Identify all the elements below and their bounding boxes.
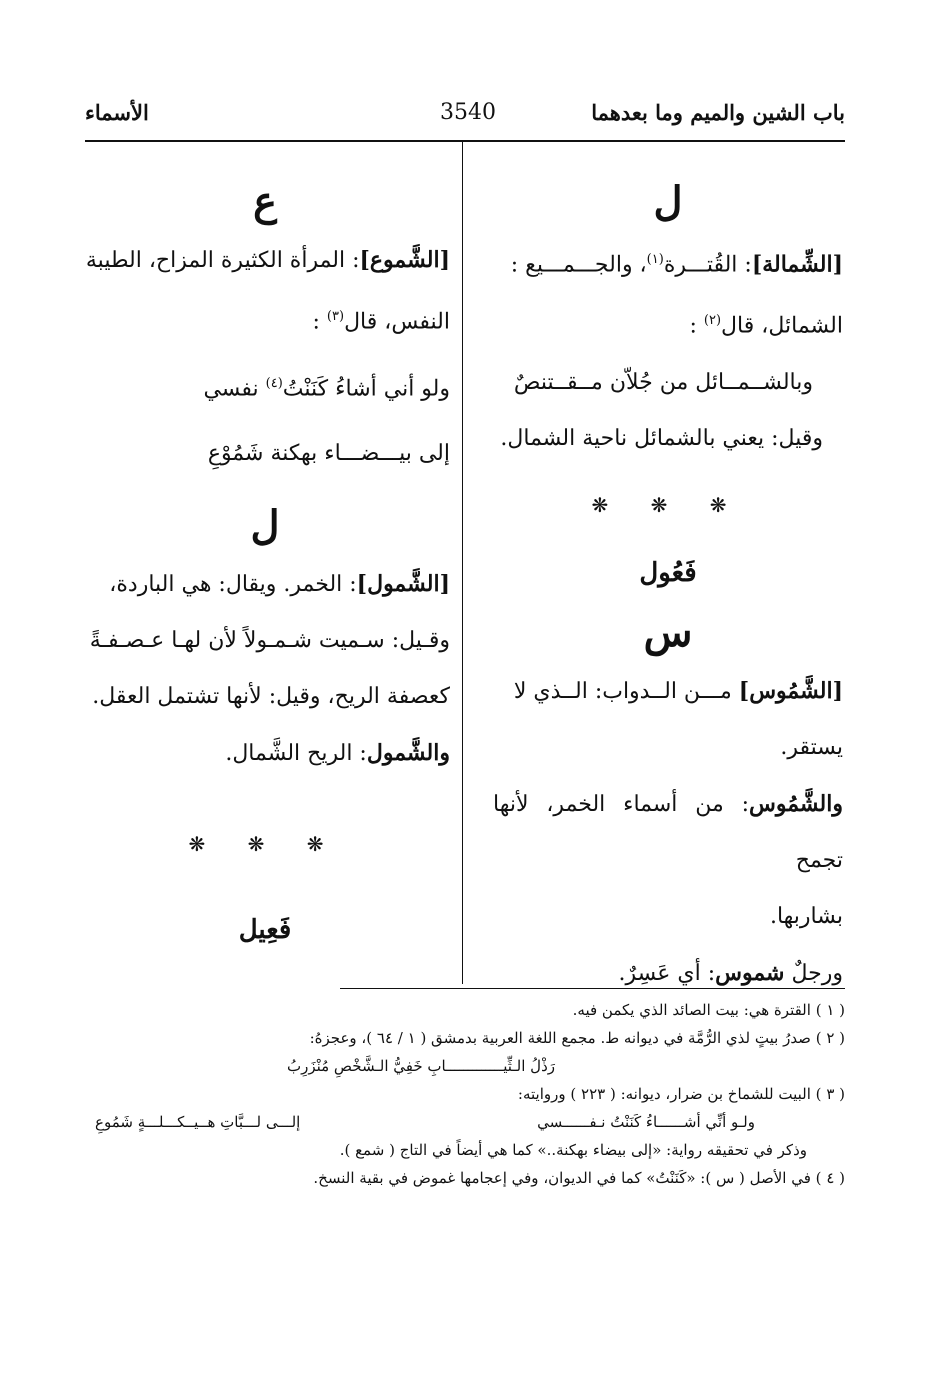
entry-text: : من أسماء الخمر، لأنها تجمح bbox=[493, 791, 843, 873]
entry-text: : الخمر. ويقال: هي الباردة، bbox=[109, 571, 357, 597]
headword: [الشَّمول] bbox=[356, 570, 450, 597]
verse-hemistich: ولـو أنِّي أشــــــاءُ كَنَنْتُ نـفــــــسي bbox=[537, 1113, 755, 1131]
entry-text: : المرأة الكثيرة المزاح، الطيبة bbox=[85, 248, 360, 273]
entry-shamus bbox=[493, 663, 843, 776]
footnote-3-verse bbox=[85, 1108, 845, 1136]
page-header bbox=[85, 100, 845, 136]
verse-line: إلى بيـــضـــاء بهكنة شَمُوْعِ bbox=[207, 440, 450, 466]
punct: : bbox=[312, 309, 327, 335]
entry-shamu bbox=[80, 232, 450, 350]
verse-text: نفسي bbox=[203, 376, 266, 402]
footnote-rule bbox=[340, 988, 845, 989]
column-divider bbox=[462, 142, 463, 984]
page-number: 3540 bbox=[440, 100, 496, 125]
headword: والشَّمُوس bbox=[748, 790, 843, 817]
entry-shamul bbox=[80, 556, 450, 725]
headword: والشَّمول bbox=[366, 739, 450, 766]
footnote-2-verse: رَذْلُ الـثِّيـــــــــــــابِ خَفِيُّ الـشَّخْصِ مُنْزَرِبُ bbox=[286, 1057, 555, 1075]
footnote-2: ( ٢ ) صدرُ بيتٍ لذي الرُّمَّة في ديوانه ط. مجمع اللغة العربية بدمشق ( ١ / ٦٤ )، وعجزهُ: bbox=[309, 1029, 845, 1047]
entry-shamus-wine bbox=[493, 776, 843, 945]
section-separator: ❋ ❋ ❋ bbox=[591, 492, 745, 517]
entry-text: ، والجـــمـــيع : bbox=[510, 252, 647, 278]
footnote-3: ( ٣ ) البيت للشماخ بن ضرار، ديوانه: ( ٢٢٣ ) وروايته: bbox=[517, 1085, 845, 1103]
footnotes bbox=[85, 996, 845, 1192]
entry-text: يستقر. bbox=[780, 734, 843, 760]
entry-text: : أي عَسِرٌ. bbox=[618, 960, 716, 986]
chapter-title: باب الشين والميم وما بعدهما bbox=[591, 100, 845, 125]
headword: شموس bbox=[715, 959, 785, 986]
entry-text: كعصفة الريح، وقيل: لأنها تشتمل العقل. bbox=[92, 683, 450, 709]
section-separator: ❋ ❋ ❋ bbox=[188, 831, 342, 856]
section-title: الأسماء bbox=[85, 100, 149, 125]
letter-heading: ل bbox=[250, 501, 280, 549]
entry-text: مـــن الــدواب: الــذي لا bbox=[513, 678, 739, 704]
verse-hemistich: إلـــى لـــبَّاتِ هــيــكـــلـــةٍ شَمُوعِ bbox=[95, 1113, 301, 1131]
entry-rajul-shamus bbox=[493, 945, 843, 1002]
letter-heading: ل bbox=[653, 178, 683, 225]
right-column bbox=[493, 172, 843, 1002]
note-line: وقيل: يعني بالشمائل ناحية الشمال. bbox=[500, 425, 823, 451]
punct: : bbox=[689, 313, 704, 339]
headword: [الشِّمالة] bbox=[751, 251, 843, 278]
pattern-heading: فَعُول bbox=[639, 557, 697, 588]
entry-text: ورجلٌ bbox=[784, 960, 843, 986]
headword: [الشَّموع] bbox=[359, 247, 450, 273]
entry-text: : القُتـــرة bbox=[663, 252, 752, 278]
headword: [الشَّمُوس] bbox=[738, 677, 843, 704]
entry-shimala bbox=[493, 232, 843, 355]
letter-heading: س bbox=[643, 608, 693, 656]
entry-text: : الريح الشَّمال. bbox=[225, 740, 367, 766]
footnote-3-note: وذكر في تحقيقه رواية: «إلى بيضاء بهكنة..» كما هي أيضاً في التاج ( شمع ). bbox=[339, 1141, 807, 1159]
entry-text: النفس، قال bbox=[344, 309, 450, 335]
footnote-1: ( ١ ) القترة هي: بيت الصائد الذي يكمن فيه. bbox=[572, 1001, 845, 1019]
verse-text: ولو أني أشاءُ كَنَنْتُ bbox=[282, 376, 450, 402]
pattern-heading: فَعِيل bbox=[238, 914, 292, 945]
letter-heading: ع bbox=[253, 178, 277, 225]
verse-line bbox=[80, 356, 450, 417]
entry-text: وقـيل: سـميت شـمـولاً لأن لهـا عـصـفـةً bbox=[89, 627, 450, 653]
entry-text: بشاربها. bbox=[769, 903, 843, 929]
footnote-ref: (٣) bbox=[326, 309, 345, 324]
entry-shamul-wind bbox=[80, 725, 450, 782]
header-rule bbox=[85, 140, 845, 142]
entry-text: الشمائل، قال bbox=[721, 313, 843, 339]
footnote-4: ( ٤ ) في الأصل ( س ): «كَنَنْتُ» كما في الديوان، وفي إعجامها غموض في بقية النسخ. bbox=[313, 1169, 845, 1187]
verse-line: وبالشــمــائل من جُلاّن مــقــتنصٌ bbox=[513, 369, 813, 395]
left-column bbox=[80, 172, 450, 960]
footnote-ref: (٢) bbox=[703, 313, 722, 329]
footnote-ref: (٤) bbox=[265, 376, 283, 392]
footnote-ref: (١) bbox=[646, 252, 664, 267]
